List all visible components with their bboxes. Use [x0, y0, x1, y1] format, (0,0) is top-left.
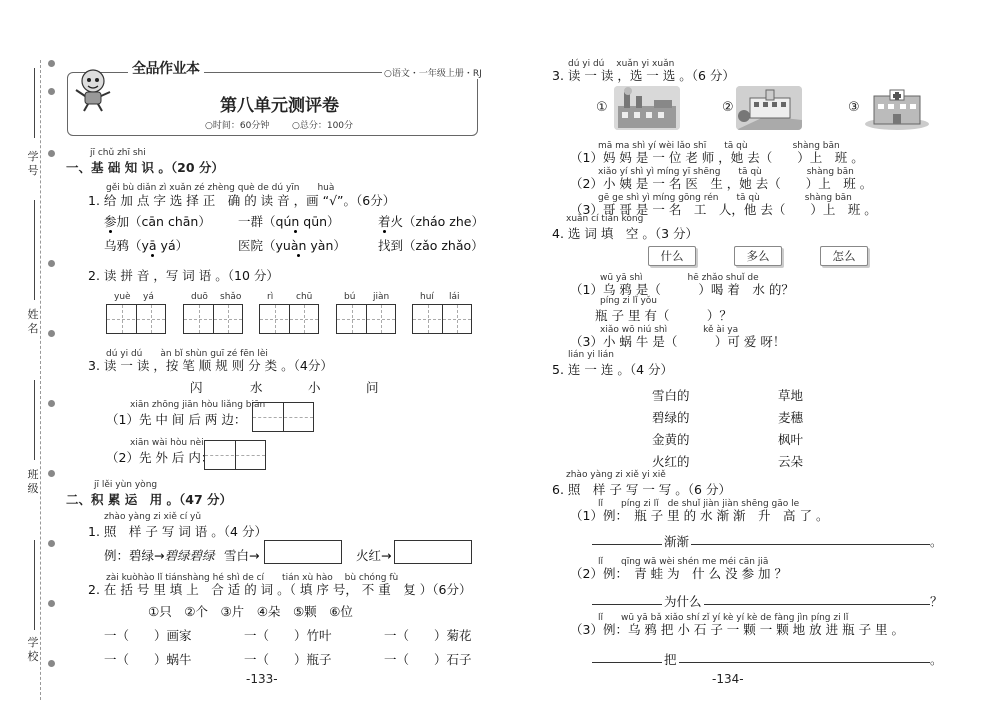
q7-sentence[interactable]: （1）乌 鸦 是（ ）喝 着 水 的？ — [570, 282, 794, 297]
q5-item[interactable]: 一（ ）瓶子 — [244, 652, 332, 667]
factory-image[interactable] — [614, 86, 680, 130]
page-number: -133- — [246, 672, 278, 686]
xuehao-line[interactable] — [34, 68, 35, 138]
q4-a: 雪白→ — [224, 548, 260, 563]
xuehao-label: 学 号 — [27, 150, 39, 177]
q3-char: 水 — [250, 380, 263, 395]
q9-1-end: 。 — [930, 534, 943, 549]
question-8: 5. 连 一 连 。（4 分） — [552, 362, 673, 377]
section-heading: 二、积 累 运 用 。（47 分） — [66, 492, 233, 507]
q8-left-item[interactable]: 雪白的 — [652, 388, 690, 403]
question-6: 3. 读 一 读 ，选 一 选 。（6 分） — [552, 68, 735, 83]
q1-item[interactable]: 一群（qún qūn） — [238, 214, 340, 229]
q9-3-example: （3）例：乌 鸦 把 小 石 子 一 颗 一 颗 地 放 进 瓶 子 里 。 — [570, 622, 905, 637]
q2-pinyin: jiàn — [373, 292, 390, 302]
q9-1-keyword: 渐渐 — [664, 534, 690, 549]
pinyin: xiǎo wō niú shì kě ài ya — [600, 325, 739, 335]
q2-pinyin: shǎo — [220, 292, 242, 302]
q1-item[interactable]: 找到（zǎo zhǎo） — [378, 238, 484, 253]
answer-grid[interactable] — [204, 440, 266, 470]
q9-3-answer-line[interactable] — [592, 662, 930, 663]
section-heading: 一、基 础 知 识 。（20 分） — [66, 160, 224, 175]
option-label: ② — [722, 100, 734, 115]
pinyin: dú yi dú àn bǐ shùn guī zé fēn lèi — [106, 349, 268, 359]
q5-item[interactable]: 一（ ）蜗牛 — [104, 652, 192, 667]
xingming-line[interactable] — [34, 200, 35, 300]
binding-hole — [48, 470, 55, 477]
q3b-label: （2）先 外 后 内： — [106, 450, 214, 465]
q7-sentence[interactable]: 瓶 子 里 有（ ）？ — [570, 308, 732, 323]
mascot-icon — [70, 66, 116, 112]
q4-b: 火红→ — [356, 548, 392, 563]
xuexiao-line[interactable] — [34, 540, 35, 630]
answer-grid[interactable] — [252, 402, 314, 432]
q8-right-item[interactable]: 枫叶 — [778, 432, 804, 447]
pinyin: mā ma shì yí wèi lǎo shī tā qù shàng bān — [598, 141, 840, 151]
q8-right-item[interactable]: 云朵 — [778, 454, 804, 469]
q3-char: 小 — [308, 380, 321, 395]
pinyin: dú yi dú xuǎn yi xuǎn — [568, 59, 675, 69]
pinyin: lǐ píng zi lǐ de shuǐ jiàn jiàn shēng gāo le — [598, 499, 800, 509]
q9-3-keyword: 把 — [664, 652, 677, 667]
pinyin: zhào yàng zi xiě yi xiě — [566, 470, 666, 480]
school-image[interactable] — [736, 86, 802, 130]
q1-item[interactable]: 医院（yuàn yàn） — [238, 238, 346, 253]
q2-writing-grid[interactable] — [259, 304, 319, 334]
q3-char: 闪 — [190, 380, 203, 395]
q2-pinyin: lái — [449, 292, 460, 302]
q8-left-item[interactable]: 火红的 — [652, 454, 690, 469]
q3a-label: （1）先 中 间 后 两 边： — [106, 412, 247, 427]
option-label: ① — [596, 100, 608, 115]
word-chip[interactable]: 多么 — [734, 246, 782, 266]
subject-label: ○语文・一年级上册・RJ — [382, 66, 484, 79]
q2-writing-grid[interactable] — [336, 304, 396, 334]
pinyin: lǐ qīng wā wèi shén me méi cān jiā — [598, 557, 769, 567]
q5-item[interactable]: 一（ ）竹叶 — [244, 628, 332, 643]
word-chip[interactable]: 什么 — [648, 246, 696, 266]
pinyin: lián yi lián — [568, 350, 614, 360]
page-number: -134- — [712, 672, 744, 686]
time-label: ○时间：60分钟 — [205, 121, 270, 131]
q5-item[interactable]: 一（ ）画家 — [104, 628, 192, 643]
binding-hole — [48, 150, 55, 157]
q5-item[interactable]: 一（ ）菊花 — [384, 628, 472, 643]
q8-right-item[interactable]: 草地 — [778, 388, 804, 403]
brand-logo: 全品作业本 — [128, 58, 204, 78]
question-1: 1. 给 加 点 字 选 择 正 确 的 读 音 ，画 “√”。（6分） — [88, 193, 396, 208]
q9-2-keyword: 为什么 — [664, 594, 702, 609]
banji-line[interactable] — [34, 380, 35, 460]
q6-sentence[interactable]: （3）哥 哥 是 一 名 工 人，他 去（ ）上 班 。 — [570, 202, 877, 217]
q2-writing-grid[interactable] — [412, 304, 472, 334]
q4-example: 例：碧绿→碧绿碧绿 — [104, 548, 215, 563]
banji-label: 班 级 — [27, 468, 39, 495]
pinyin: píng zi lǐ yǒu — [600, 296, 657, 306]
question-2: 2. 读 拼 音 ，写 词 语 。（10 分） — [88, 268, 279, 283]
q6-sentence[interactable]: （1）妈 妈 是 一 位 老 师 ，她 去（ ）上 班 。 — [570, 150, 864, 165]
cut-line — [40, 60, 41, 700]
q9-3-end: 。 — [930, 652, 943, 667]
q2-pinyin: bú — [344, 292, 356, 302]
q2-pinyin: huí — [420, 292, 434, 302]
q9-2-end: ？ — [930, 594, 943, 609]
pinyin: xiǎo yí shì yì míng yī shēng tā qù shàng bān — [598, 167, 854, 177]
q8-left-item[interactable]: 碧绿的 — [652, 410, 690, 425]
pinyin: gē ge shì yì míng gōng rén tā qù shàng bān — [598, 193, 852, 203]
binding-hole — [48, 540, 55, 547]
q2-pinyin: duō — [191, 292, 208, 302]
pinyin: xiān wài hòu nèi — [130, 438, 204, 448]
q9-2-answer-line[interactable] — [592, 604, 930, 605]
q5-item[interactable]: 一（ ）石子 — [384, 652, 472, 667]
q9-2-example: （2）例： 青 蛙 为 什 么 没 参 加 ？ — [570, 566, 788, 581]
q9-1-answer-line[interactable] — [592, 544, 930, 545]
q5-options: ①只 ②个 ③片 ④朵 ⑤颗 ⑥位 — [148, 604, 353, 619]
pinyin: zài kuòhào lǐ tiánshàng hé shì de cí tián xù hào bù chóng fù — [106, 573, 399, 583]
binding-hole — [48, 88, 55, 95]
score-label: ○总分：100分 — [292, 121, 354, 131]
q2-pinyin: rì — [267, 292, 274, 302]
binding-hole — [48, 60, 55, 67]
page-title: 第八单元测评卷 — [220, 96, 339, 116]
q9-1-example: （1）例： 瓶 子 里 的 水 渐 渐 升 高 了 。 — [570, 508, 829, 523]
q4-b-blank[interactable] — [394, 540, 472, 564]
pinyin: gěi bù diǎn zì xuǎn zé zhèng què de dú yīn huà — [106, 183, 335, 193]
binding-hole — [48, 600, 55, 607]
question-5: 2. 在 括 号 里 填 上 合 适 的 词 。（ 填 序 号， 不 重 复 ）（6分） — [88, 582, 472, 597]
q2-pinyin: chū — [296, 292, 313, 302]
q7-sentence[interactable]: （3）小 蜗 牛 是（ ）可 爱 呀！ — [570, 334, 786, 349]
xingming-label: 姓 名 — [27, 308, 39, 335]
pinyin: xuǎn cí tián kòng — [566, 214, 644, 224]
xuexiao-label: 学 校 — [27, 636, 39, 663]
pinyin: jī chǔ zhī shi — [90, 148, 146, 158]
question-9: 6. 照 样 子 写 一 写 。（6 分） — [552, 482, 731, 497]
hospital-image[interactable] — [864, 86, 930, 130]
q1-item[interactable]: 着火（zháo zhe） — [378, 214, 484, 229]
pinyin: jī lěi yùn yòng — [94, 480, 158, 490]
binding-hole — [48, 260, 55, 267]
pinyin: lǐ wū yā bǎ xiǎo shí zǐ yí kè yí kè de fàng jìn píng zi lǐ — [598, 613, 849, 623]
pinyin: wū yā shì hē zhǎo shuǐ de — [600, 273, 759, 283]
q2-writing-grid[interactable] — [183, 304, 243, 334]
q2-pinyin: yuè — [114, 292, 131, 302]
question-3: 3. 读 一 读 ，按 笔 顺 规 则 分 类 。（4分） — [88, 358, 333, 373]
q1-item[interactable]: 参加（cān chān） — [104, 214, 211, 229]
option-label: ③ — [848, 100, 860, 115]
binding-hole — [48, 400, 55, 407]
q2-pinyin: yá — [143, 292, 154, 302]
question-4: 1. 照 样 子 写 词 语 。（4 分） — [88, 524, 267, 539]
pinyin: xiān zhōng jiān hòu liǎng biān — [130, 400, 266, 410]
q6-sentence[interactable]: （2）小 姨 是 一 名 医 生 ，她 去（ ）上 班 。 — [570, 176, 873, 191]
binding-hole — [48, 330, 55, 337]
q2-writing-grid[interactable] — [106, 304, 166, 334]
q1-item[interactable]: 乌鸦（yā yá） — [104, 238, 189, 253]
binding-margin — [0, 0, 52, 722]
q4-a-blank[interactable] — [264, 540, 342, 564]
binding-hole — [48, 660, 55, 667]
pinyin: zhào yàng zi xiě cí yǔ — [104, 512, 202, 522]
q8-left-item[interactable]: 金黄的 — [652, 432, 690, 447]
q3-char: 问 — [366, 380, 379, 395]
question-7: 4. 选 词 填 空 。（3 分） — [552, 226, 698, 241]
q8-right-item[interactable]: 麦穗 — [778, 410, 804, 425]
word-chip[interactable]: 怎么 — [820, 246, 868, 266]
